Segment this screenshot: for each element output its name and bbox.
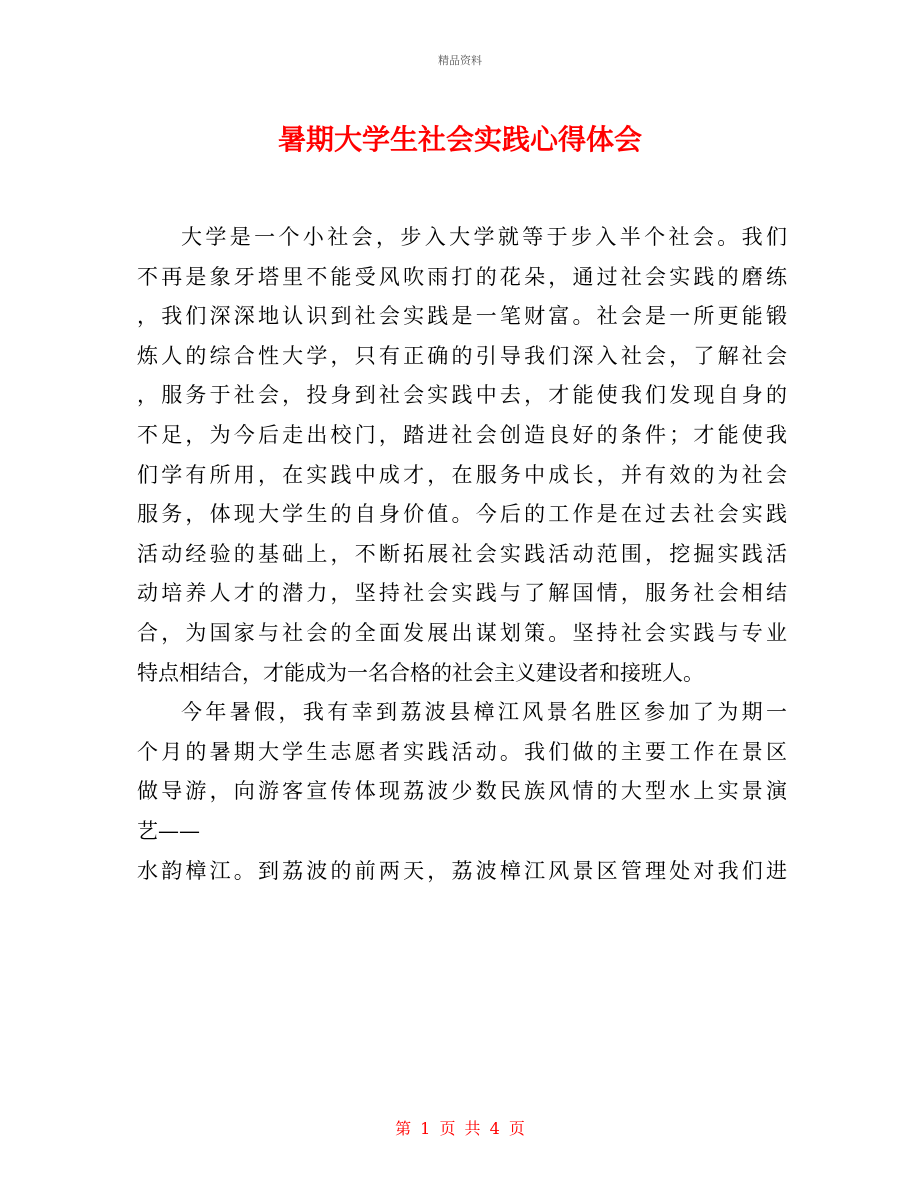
paragraph-line: 们学有所用，在实践中成才，在服务中成长，并有效的为社会 xyxy=(137,462,787,487)
paragraph-line: 做导游，向游客宣传体现荔波少数民族风情的大型水上实景演 xyxy=(137,779,787,804)
header-note: 精品资料 xyxy=(438,54,482,67)
paragraph-line: 水韵樟江。到荔波的前两天，荔波樟江风景区管理处对我们进 xyxy=(137,858,787,883)
paragraph-line: 不再是象牙塔里不能受风吹雨打的花朵，通过社会实践的磨练 xyxy=(137,264,787,289)
document-body xyxy=(137,218,787,891)
paragraph-line: ，服务于社会，投身到社会实践中去，才能使我们发现自身的 xyxy=(137,383,787,408)
paragraph-line: 动培养人才的潜力，坚持社会实践与了解国情，服务社会相结 xyxy=(137,581,787,606)
paragraph-line: 大学是一个小社会，步入大学就等于步入半个社会。我们 xyxy=(181,225,787,249)
paragraph-line: 个月的暑期大学生志愿者实践活动。我们做的主要工作在景区 xyxy=(137,739,787,764)
paragraph-line: 特点相结合，才能成为一名合格的社会主义建设者和接班人。 xyxy=(137,660,704,685)
page-footer: 第 1 页 共 4 页 xyxy=(395,1119,525,1138)
paragraph-line: 艺—— xyxy=(137,818,200,843)
paragraph-line: 活动经验的基础上，不断拓展社会实践活动范围，挖掘实践活 xyxy=(137,541,787,566)
paragraph-line: 炼人的综合性大学，只有正确的引导我们深入社会，了解社会 xyxy=(137,343,787,368)
paragraph-line: 服务，体现大学生的自身价值。今后的工作是在过去社会实践 xyxy=(137,502,787,527)
paragraph-line: 合，为国家与社会的全面发展出谋划策。坚持社会实践与专业 xyxy=(137,620,787,645)
paragraph-line: ，我们深深地认识到社会实践是一笔财富。社会是一所更能锻 xyxy=(137,304,787,329)
paragraph-line: 不足，为今后走出校门，踏进社会创造良好的条件；才能使我 xyxy=(137,422,787,447)
paragraph-line: 今年暑假，我有幸到荔波县樟江风景名胜区参加了为期一 xyxy=(181,700,787,725)
document-title: 暑期大学生社会实践心得体会 xyxy=(277,123,642,156)
